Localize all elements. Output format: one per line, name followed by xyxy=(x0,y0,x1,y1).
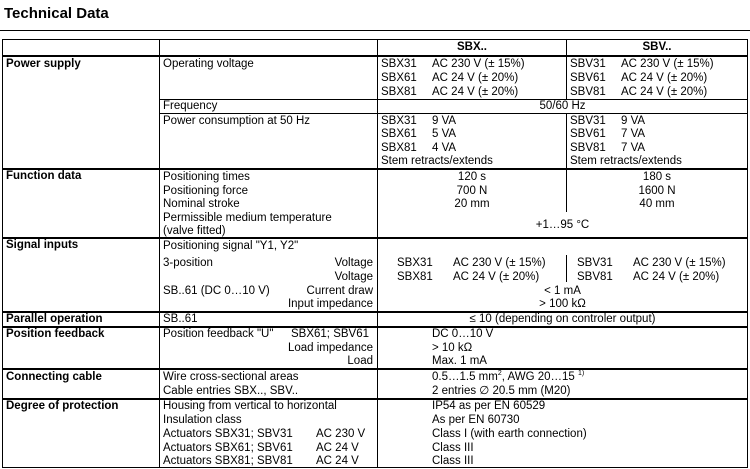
positioning-force-sbv: 1600 N xyxy=(638,185,676,197)
medium-temperature-label: Permissible medium temperature xyxy=(163,212,332,224)
sbx-model: SBX81 xyxy=(381,142,417,154)
sbx-power: 4 VA xyxy=(432,142,457,154)
cable-entries-value: 2 entries ∅ 20.5 mm (M20) xyxy=(432,385,571,397)
sbx-voltage: AC 24 V (± 20%) xyxy=(453,271,540,283)
sbv-power: 7 VA xyxy=(621,142,646,154)
three-position-label: 3-position xyxy=(163,257,213,269)
load-impedance-label: Load impedance xyxy=(287,342,373,354)
table-bottom-border xyxy=(2,467,748,468)
protection-row-label: Actuators SBX31; SBV31 xyxy=(163,428,293,440)
voltage-label: Voltage xyxy=(334,271,373,283)
section-separator xyxy=(2,326,748,328)
sbv-model: SBV81 xyxy=(577,271,613,283)
sbx-voltage: AC 24 V (± 20%) xyxy=(432,72,519,84)
sbx-model: SBX81 xyxy=(381,86,417,98)
load-value: Max. 1 mA xyxy=(432,355,487,367)
sbv-model: SBV31 xyxy=(570,115,606,127)
protection-row-value: Class III xyxy=(432,455,474,467)
header-separator xyxy=(2,55,748,57)
section-position-feedback: Position feedback xyxy=(6,328,105,340)
model-column-divider xyxy=(566,113,567,168)
sb61-label: SB..61 (DC 0…10 V) xyxy=(163,285,270,297)
positioning-times-sbv: 180 s xyxy=(642,171,672,183)
sbx-model: SBX61 xyxy=(381,128,417,140)
nominal-stroke-label: Nominal stroke xyxy=(163,198,240,210)
page-title: Technical Data xyxy=(4,5,109,22)
section-degree-of-protection: Degree of protection xyxy=(6,400,119,412)
parallel-operation-sub: SB..61 xyxy=(163,313,198,325)
cable-entries-label: Cable entries SBX.., SBV.. xyxy=(163,385,299,397)
sbv-model: SBV61 xyxy=(570,128,606,140)
wire-cross-section-label: Wire cross-sectional areas xyxy=(163,371,299,383)
positioning-force-sbx: 700 N xyxy=(456,185,488,197)
section-parallel-operation: Parallel operation xyxy=(6,313,103,325)
sbx-voltage: AC 230 V (± 15%) xyxy=(453,257,546,269)
sbx-model: SBX31 xyxy=(397,257,433,269)
sbv-model: SBV31 xyxy=(577,257,613,269)
table-right-border xyxy=(747,39,748,468)
parallel-operation-value: ≤ 10 (depending on controler output) xyxy=(469,313,656,325)
positioning-signal-label: Positioning signal "Y1, Y2" xyxy=(163,240,299,252)
position-feedback-models: SBX61; SBV61 xyxy=(291,328,369,340)
protection-row-label: Insulation class xyxy=(163,414,242,426)
sbx-stem-note: Stem retracts/extends xyxy=(381,155,493,167)
sbx-power: 5 VA xyxy=(432,128,457,140)
sbv-voltage: AC 24 V (± 20%) xyxy=(621,72,708,84)
sbv-voltage: AC 24 V (± 20%) xyxy=(633,271,720,283)
protection-row-label: Housing from vertical to horizontal xyxy=(163,400,337,412)
nominal-stroke-sbv: 40 mm xyxy=(639,198,675,210)
sbv-stem-note: Stem retracts/extends xyxy=(570,155,682,167)
positioning-times-sbx: 120 s xyxy=(457,171,487,183)
section-power-supply: Power supply xyxy=(6,58,81,70)
sbx-model: SBX61 xyxy=(381,72,417,84)
medium-temperature-note: (valve fitted) xyxy=(163,225,226,237)
protection-row-label: Actuators SBX61; SBV61 xyxy=(163,442,293,454)
header-sbv: SBV.. xyxy=(642,41,672,53)
input-impedance-label: Input impedance xyxy=(287,298,373,310)
power-consumption-label: Power consumption at 50 Hz xyxy=(163,115,311,127)
position-feedback-value: DC 0…10 V xyxy=(432,328,494,340)
sbx-voltage: AC 230 V (± 15%) xyxy=(432,58,525,70)
sbv-model: SBV61 xyxy=(570,72,606,84)
position-feedback-sub: Position feedback "U" xyxy=(163,328,274,340)
protection-row-voltage: AC 24 V xyxy=(316,442,359,454)
section-signal-inputs: Signal inputs xyxy=(6,239,79,251)
sbv-model: SBV81 xyxy=(570,86,606,98)
positioning-times-label: Positioning times xyxy=(163,171,250,183)
sbv-voltage: AC 230 V (± 15%) xyxy=(621,58,714,70)
section-separator xyxy=(2,168,748,170)
nominal-stroke-sbx: 20 mm xyxy=(454,198,490,210)
operating-voltage-label: Operating voltage xyxy=(163,58,254,70)
protection-row-label: Actuators SBX81; SBV81 xyxy=(163,455,293,467)
protection-row-value: Class III xyxy=(432,442,474,454)
medium-temperature-value: +1…95 °C xyxy=(535,219,590,231)
header-sbx: SBX.. xyxy=(456,41,488,53)
load-label: Load xyxy=(347,355,373,367)
section-separator xyxy=(2,237,748,239)
wire-cross-section-value: 0.5…1.5 $mm^2$, AWG 20…15 $^{1)}$ xyxy=(432,370,585,383)
sbx-power: 9 VA xyxy=(432,115,457,127)
sbx-model: SBX31 xyxy=(381,58,417,70)
protection-row-value: IP54 as per EN 60529 xyxy=(432,400,546,412)
voltage-label: Voltage xyxy=(334,257,373,269)
title-rule xyxy=(0,30,750,31)
model-column-divider xyxy=(566,255,567,282)
protection-row-voltage: AC 230 V xyxy=(316,428,366,440)
input-impedance-value: > 100 kΩ xyxy=(539,298,586,310)
current-draw-value: < 1 mA xyxy=(544,285,581,297)
sbv-model: SBV81 xyxy=(570,142,606,154)
sbx-model: SBX31 xyxy=(381,115,417,127)
sbx-model: SBX81 xyxy=(397,271,433,283)
sbv-power: 9 VA xyxy=(621,115,646,127)
section-function-data: Function data xyxy=(6,170,82,182)
sbx-voltage: AC 24 V (± 20%) xyxy=(432,86,519,98)
row-separator xyxy=(159,113,748,114)
frequency-label: Frequency xyxy=(163,100,218,112)
column-divider xyxy=(159,39,160,468)
positioning-force-label: Positioning force xyxy=(163,185,249,197)
protection-row-voltage: AC 24 V xyxy=(316,455,359,467)
protection-row-value: As per EN 60730 xyxy=(432,414,520,426)
sbv-voltage: AC 230 V (± 15%) xyxy=(633,257,726,269)
current-draw-label: Current draw xyxy=(306,285,373,297)
table-left-border xyxy=(2,39,3,468)
sbv-model: SBV31 xyxy=(570,58,606,70)
sbv-voltage: AC 24 V (± 20%) xyxy=(621,86,708,98)
protection-row-value: Class I (with earth connection) xyxy=(432,428,587,440)
section-separator xyxy=(2,368,748,370)
table-top-border xyxy=(2,39,748,40)
section-connecting-cable: Connecting cable xyxy=(6,371,102,383)
sbv-power: 7 VA xyxy=(621,128,646,140)
load-impedance-value: > 10 kΩ xyxy=(432,342,473,354)
frequency-value: 50/60 Hz xyxy=(539,100,586,112)
